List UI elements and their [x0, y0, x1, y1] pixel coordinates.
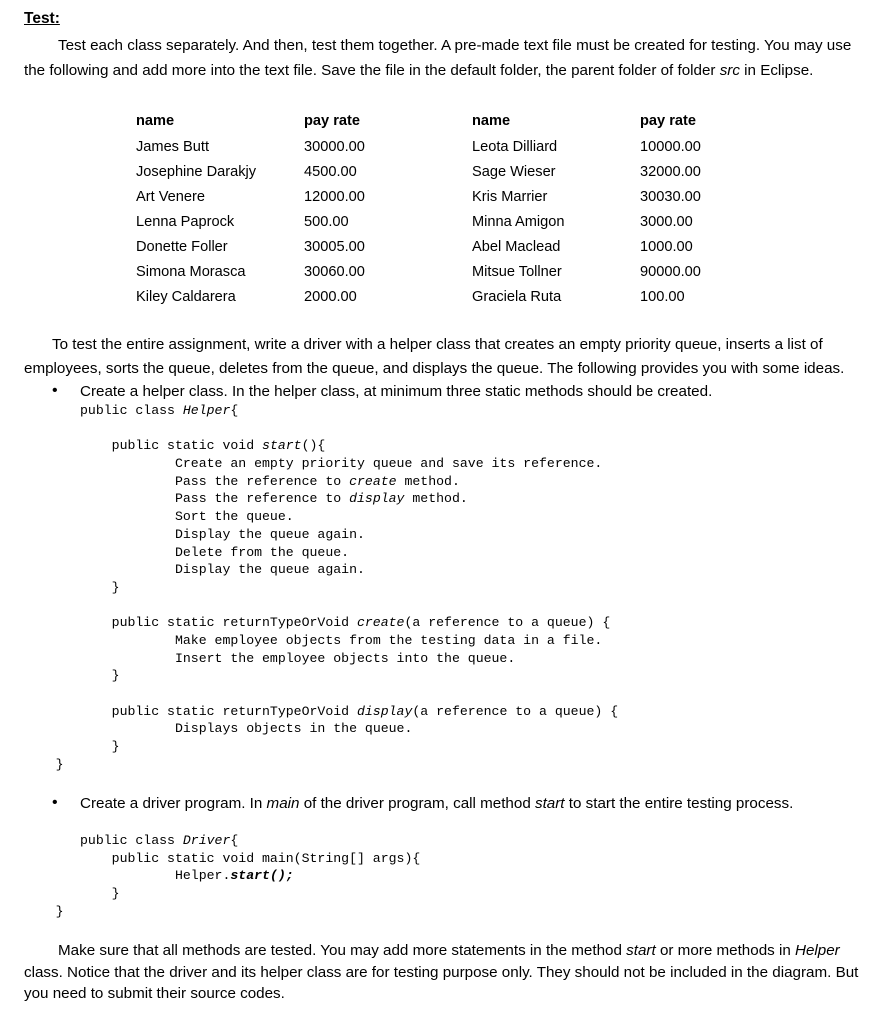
table-cell: 3000.00 [640, 213, 693, 230]
table-cell: 30060.00 [304, 263, 365, 280]
table-cell: Abel Maclead [472, 238, 561, 255]
table-cell: Minna Amigon [472, 213, 565, 230]
table-cell: 2000.00 [304, 288, 357, 305]
table-header-row [130, 108, 740, 134]
table-cell: 90000.00 [640, 263, 701, 280]
code-line: public class Helper{ [80, 403, 239, 418]
intro-text: Test each class separately. And then, test them together. A pre-made text file must be created for testing. You may use the following and add more into the text file. Save the file in the default folder, the parent folder of folder [24, 37, 852, 79]
bullet-driver-text: Create a driver program. In main of the driver program, call method start to start the entire testing process. [80, 795, 794, 812]
table-row [130, 134, 740, 159]
table-cell: Kiley Caldarera [136, 288, 236, 305]
table-cell: 100.00 [640, 288, 685, 305]
testing-data-table [130, 108, 740, 309]
table-header-cell: name [136, 113, 175, 129]
table-header-cell: pay rate [304, 113, 360, 129]
table-cell: Graciela Ruta [472, 288, 562, 305]
table-body [130, 134, 740, 309]
bullet-dot: • [52, 382, 58, 399]
table-cell: 12000.00 [304, 188, 365, 205]
table-cell: Mitsue Tollner [472, 263, 562, 280]
table-cell: Lenna Paprock [136, 213, 235, 230]
driver-code-block: public class Driver{ public static void main(String[] args){ Helper.start(); } [80, 833, 421, 902]
table-cell: Kris Marrier [472, 188, 548, 205]
helper-code-block: public class Helper{ public static void start(){ Create an empty priority queue and save its reference. Pass the reference to create method. Pass the reference to display method. Sort the queue. Display the queue again. Delete from the queue. Display the queue again. } public static returnTypeOrVoid create(a reference to a queue) { Make employee objects from the testing data in a file. Insert the employee objects into the queue. } public static returnTypeOrVoid display(a reference to a queue) { Displays objects in the queue. } [80, 403, 619, 755]
table-cell: Josephine Darakjy [136, 163, 257, 180]
final-paragraph: Make sure that all methods are tested. You may add more statements in the method start or more methods in Helper class. Notice that the driver and its helper class are for testing purpose only. They should not be included in the diagram. But you need to submit their source codes. [24, 942, 859, 1002]
table-row [130, 259, 740, 284]
table-cell: 30005.00 [304, 238, 365, 255]
table-row [130, 159, 740, 184]
table-cell: 4500.00 [304, 163, 357, 180]
intro-after-src: in Eclipse. [739, 61, 814, 79]
bullet-dot: • [52, 794, 58, 811]
helper-class-close-brace: } [55, 757, 64, 772]
test-paragraph: To test the entire assignment, write a driver with a helper class that creates an empty priority queue, inserts a list of employees, sorts the queue, deletes from the queue, and displays the queue. The following provides you with some ideas. [24, 336, 845, 377]
table-cell: 500.00 [304, 213, 349, 230]
table-row [130, 184, 740, 209]
table-row [130, 234, 740, 259]
table-cell: Art Venere [136, 188, 205, 205]
table-cell: 1000.00 [640, 238, 693, 255]
section-heading: Test: [24, 10, 60, 27]
table-cell: 30000.00 [304, 138, 365, 155]
table-header-cell: name [472, 113, 511, 129]
table-header-cell: pay rate [640, 113, 696, 129]
table-cell: Donette Foller [136, 238, 228, 255]
table-cell: 10000.00 [640, 138, 701, 155]
bullet-helper-text: Create a helper class. In the helper class, at minimum three static methods should be created. [80, 383, 713, 400]
table-cell: Simona Morasca [136, 263, 246, 280]
intro-paragraph [24, 34, 872, 83]
table-row [130, 284, 740, 309]
driver-class-close-brace: } [55, 904, 64, 919]
table-cell: James Butt [136, 138, 209, 155]
intro-src-term: src [719, 61, 740, 79]
table-row [130, 209, 740, 234]
table-cell: Leota Dilliard [472, 138, 558, 155]
table-cell: 32000.00 [640, 163, 701, 180]
table-cell: Sage Wieser [472, 163, 556, 180]
table-cell: 30030.00 [640, 188, 701, 205]
